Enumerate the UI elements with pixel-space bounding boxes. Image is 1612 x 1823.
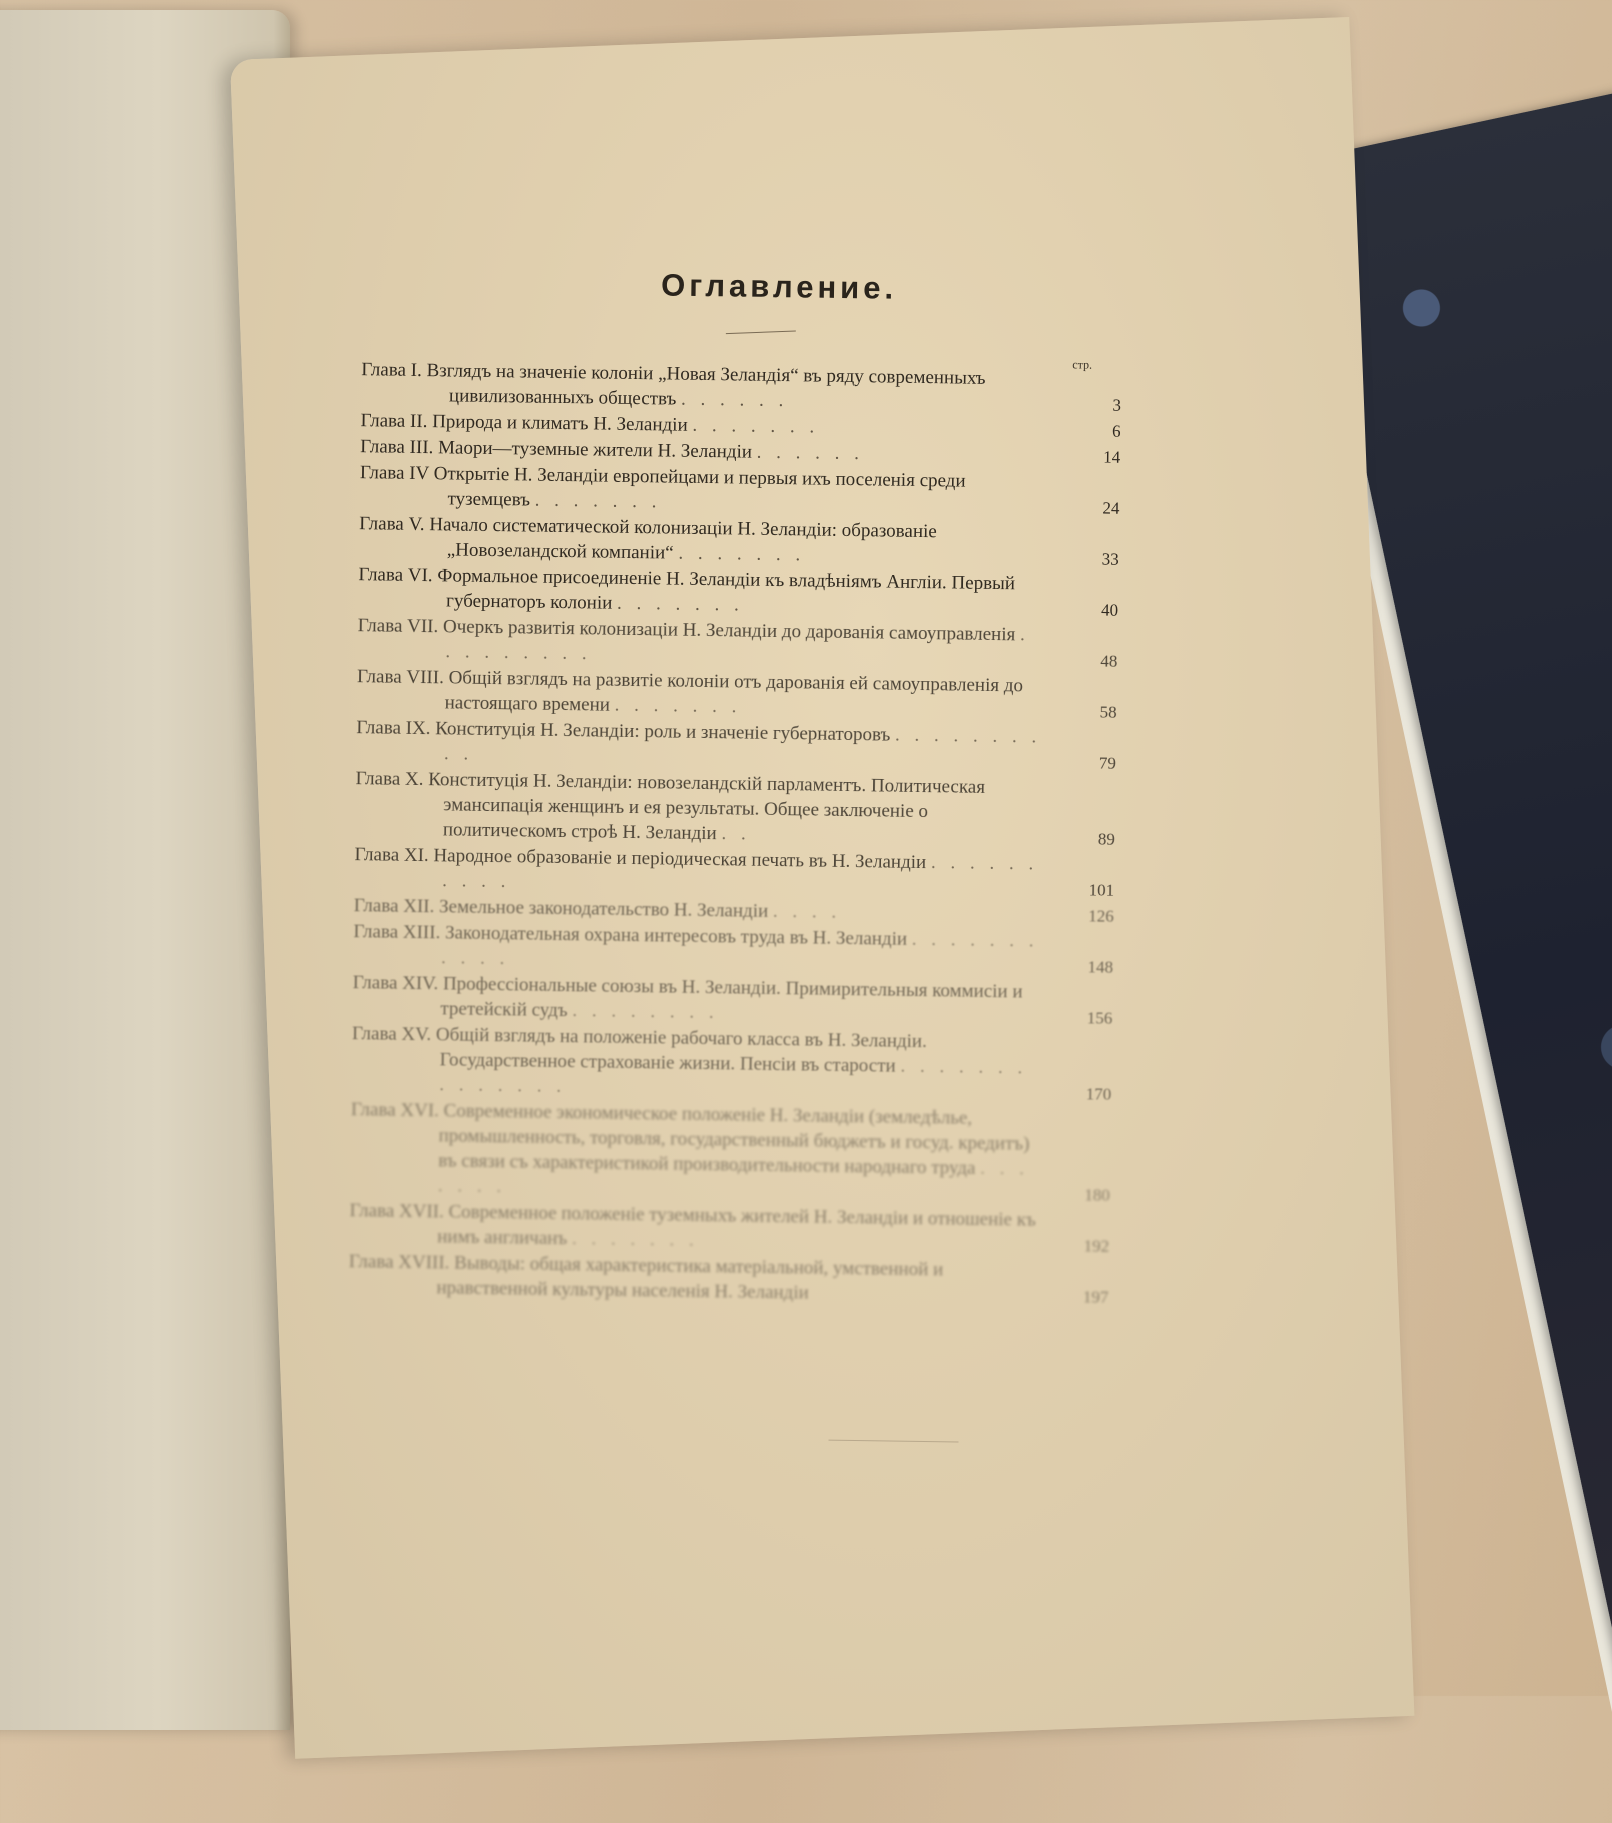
toc-entry-text: Глава XII. Земельное законодательство Н. Зеландіи: [353, 895, 769, 922]
toc-entry: Глава V. Начало систематической колонизаціи Н. Зеландіи: образованіе „Новозеландской компаніи“ . . . . . . . 33: [359, 511, 1120, 572]
toc-entry-page: 33: [1101, 549, 1119, 569]
title-rule: [726, 330, 796, 334]
toc-entry: Глава VI. Формальное присоединеніе Н. Зеландіи къ владѣніямъ Англіи. Первый губернаторъ колоніи . . . . . . . 40: [358, 562, 1119, 623]
toc-entry-page: 170: [1085, 1084, 1112, 1104]
toc-entry-page: 156: [1086, 1008, 1113, 1028]
toc-entry: Глава VIII. Общій взглядъ на развитіе колоніи отъ дарованія ей самоуправленія до настоящаго времени . . . . . . . 58: [357, 664, 1118, 725]
toc-entry-text: Глава IX. Конституція Н. Зеландіи: роль и значеніе губернаторовъ: [356, 717, 891, 746]
toc-entry: Глава XVII. Современное положеніе туземныхъ жителей Н. Зеландіи и отношеніе къ нимъ англичанъ . . . . . . . 192: [349, 1198, 1110, 1259]
toc-entry: Глава XVI. Современное экономическое положеніе Н. Зеландіи (земледѣлье, промышленность, торговля, государственный бюджетъ и госуд. кредитъ) въ связи съ характеристикой производительности народнаго труда . . . . . . . 180: [350, 1097, 1111, 1208]
toc-entry-page: 3: [1112, 395, 1122, 415]
page-title: Оглавление.: [660, 267, 898, 306]
toc-entry: Глава XIII. Законодательная охрана интересовъ труда въ Н. Зеландіи . . . . . . . . . . . 148: [353, 919, 1114, 980]
toc-entry-page: 101: [1088, 880, 1115, 900]
toc-entry-page: 6: [1111, 421, 1121, 441]
toc-entry-text: Глава XIII. Законодательная охрана интересовъ труда въ Н. Зеландіи: [353, 921, 908, 950]
toc-entry-page: 89: [1097, 829, 1115, 849]
toc-entry-text: Глава II. Природа и климатъ Н. Зеландіи: [360, 410, 688, 436]
toc-entry-text: Глава III. Маори—туземные жители Н. Зеландіи: [360, 436, 753, 463]
toc-entry-text: Глава XI. Народное образованіе и періодическая печать въ Н. Зеландіи: [354, 844, 927, 874]
toc-entry-page: 58: [1099, 702, 1117, 722]
toc-entry-page: 192: [1083, 1236, 1110, 1256]
toc-entry-text: Глава X. Конституція Н. Зеландіи: новозеландскій парламентъ. Политическая эмансипація женщинъ и ея результаты. Общее заключеніе о политическомъ строѣ Н. Зеландіи: [355, 768, 986, 845]
toc-entry: Глава VII. Очеркъ развитія колонизаціи Н. Зеландіи до дарованія самоуправленія . . . . . . . . . 48: [357, 613, 1118, 674]
toc-entry-page: 79: [1098, 753, 1117, 773]
toc-page: [230, 17, 1414, 1759]
toc-entry-text: Глава XVII. Современное положеніе туземныхъ жителей Н. Зеландіи и отношеніе къ нимъ англичанъ: [349, 1200, 1036, 1250]
toc-entry-page: 148: [1087, 957, 1114, 977]
toc-entry-text: Глава V. Начало систематической колонизаціи Н. Зеландіи: образованіе „Новозеландской компаніи“: [359, 513, 937, 564]
toc-entry: Глава IV Открытіе Н. Зеландіи европейцами и первыя ихъ поселенія среди туземцевъ . . . . . . . 24: [359, 460, 1120, 521]
toc-entry: Глава XII. Земельное законодательство Н. Зеландіи . . . . 126: [354, 893, 1114, 929]
toc-entry: Глава XV. Общій взглядъ на положеніе рабочаго класса въ Н. Зеландіи. Государственное страхованіе жизни. Пенсіи въ старости . . . . . . . . . . . . . . 170: [351, 1021, 1112, 1107]
page-column-label: стр.: [1072, 357, 1093, 372]
toc-entry: Глава X. Конституція Н. Зеландіи: новозеландскій парламентъ. Политическая эмансипація женщинъ и ея результаты. Общее заключеніе о политическомъ строѣ Н. Зеландіи . . 89: [355, 766, 1116, 852]
toc-entry-page: 14: [1103, 447, 1121, 467]
toc-entry: Глава XI. Народное образованіе и періодическая печать въ Н. Зеландіи . . . . . . . . . . 101: [354, 842, 1115, 903]
toc-entry: Глава II. Природа и климатъ Н. Зеландіи . . . . . . . 6: [360, 408, 1120, 444]
toc-entry-text: Глава VII. Очеркъ развитія колонизаціи Н. Зеландіи до дарованія самоуправленія: [357, 615, 1016, 646]
toc-entry-text: Глава XIV. Профессіональные союзы въ Н. Зеландіи. Примирительныя коммисіи и третейскій судъ: [352, 972, 1023, 1022]
toc-entry-page: 24: [1102, 498, 1120, 518]
toc-entry-text: Глава IV Открытіе Н. Зеландіи европейцами и первыя ихъ поселенія среди туземцевъ: [359, 462, 966, 511]
toc-entry-text: Глава XV. Общій взглядъ на положеніе рабочаго класса въ Н. Зеландіи. Государственное страхованіе жизни. Пенсіи въ старости: [351, 1023, 928, 1077]
toc-entry-page: 48: [1100, 651, 1118, 671]
table-of-contents: [348, 357, 1121, 1311]
toc-entry-text: Глава XVIII. Выводы: общая характеристика матеріальной, умственной и нравственной культуры населенія Н. Зеландіи: [348, 1251, 944, 1304]
toc-entry: Глава XIV. Профессіональные союзы въ Н. Зеландіи. Примирительныя коммисіи и третейскій судъ . . . . . . . . 156: [352, 970, 1113, 1031]
toc-entry-text: Глава VIII. Общій взглядъ на развитіе колоніи отъ дарованія ей самоуправленія до настоящаго времени: [356, 666, 1024, 716]
toc-entry-page: 197: [1082, 1287, 1109, 1307]
toc-entry-text: Глава XVI. Современное экономическое положеніе Н. Зеландіи (земледѣлье, промышленность, торговля, государственный бюджетъ и госуд. кредитъ) въ связи съ характеристикой производительности народнаго труда: [350, 1099, 1030, 1179]
toc-entry: Глава IX. Конституція Н. Зеландіи: роль и значеніе губернаторовъ . . . . . . . . . . 79: [356, 715, 1117, 776]
toc-entry-page: 126: [1088, 906, 1114, 926]
toc-entry: Глава III. Маори—туземные жители Н. Зеландіи . . . . . . 14: [360, 434, 1120, 470]
toc-entry-text: Глава VI. Формальное присоединеніе Н. Зеландіи къ владѣніямъ Англіи. Первый губернаторъ колоніи: [358, 564, 1016, 614]
toc-entry: [348, 1249, 1109, 1310]
toc-entry: Глава I. Взглядъ на значеніе колоніи „Новая Зеландія“ въ ряду современныхъ цивилизованныхъ обществъ . . . . . . 3: [361, 357, 1122, 418]
toc-entry-text: Глава I. Взглядъ на значеніе колоніи „Новая Зеландія“ въ ряду современныхъ цивилизованныхъ обществъ: [361, 359, 986, 410]
bottom-rule: [829, 1440, 959, 1443]
toc-entry-page: 40: [1100, 600, 1119, 620]
toc-entry-page: 180: [1084, 1185, 1111, 1205]
